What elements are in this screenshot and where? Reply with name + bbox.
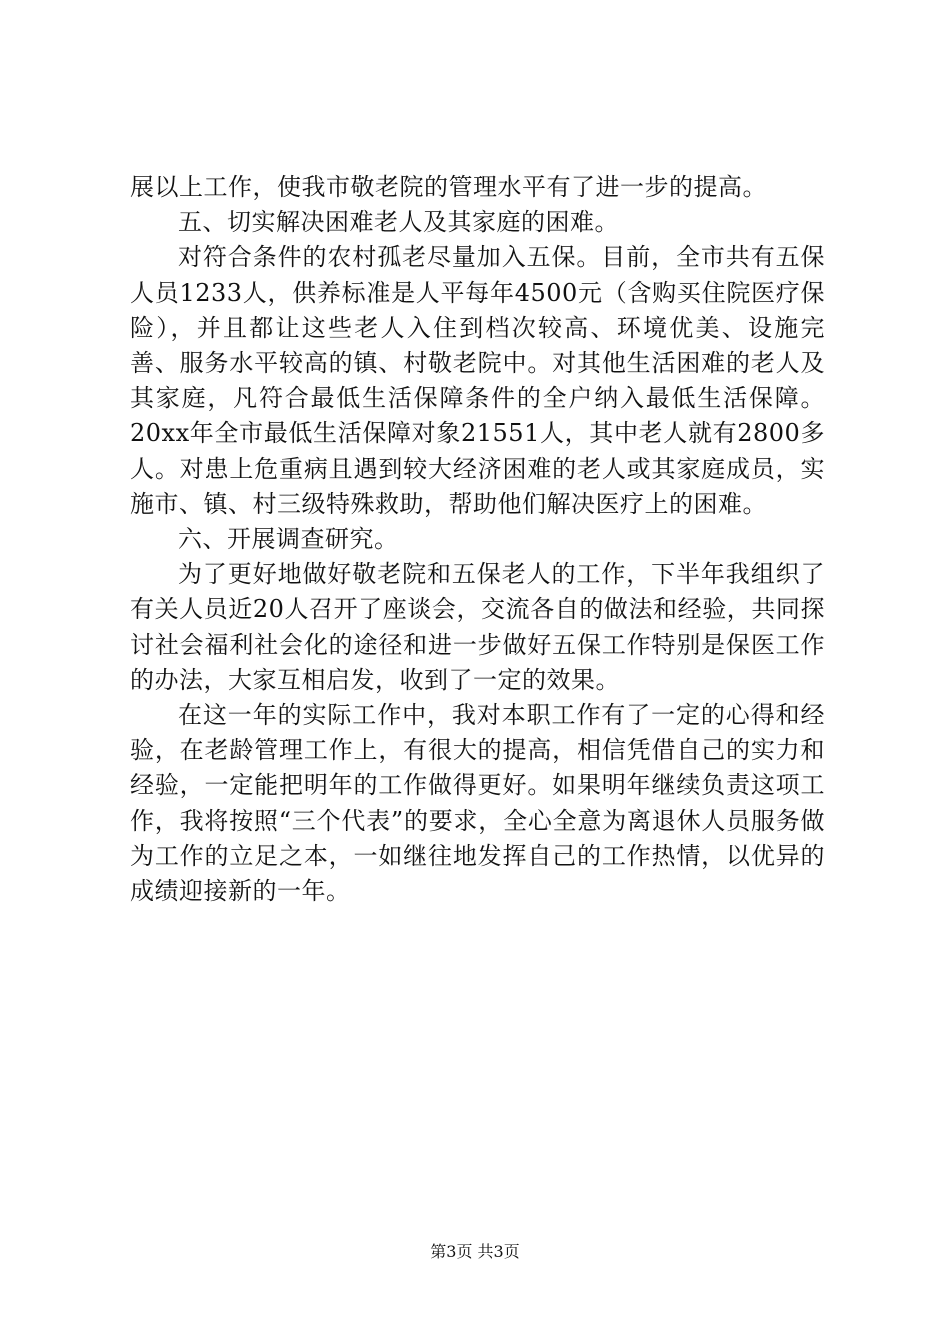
paragraph-five-content: 对符合条件的农村孤老尽量加入五保。目前，全市共有五保人员1233人，供养标准是人平每年4500元（含购买住院医疗保险），并且都让这些老人入住到档次较高、环境优美、设施完善、服务水平较高的镇、村敬老院中。对其他生活困难的老人及其家庭，凡符合最低生活保障条件的全户纳入最低生活保障。20xx年全市最低生活保障对象21551人，其中老人就有2800多人。对患上危重病且遇到较大经济困难的老人或其家庭成员，实施市、镇、村三级特殊救助，帮助他们解决医疗上的困难。	[130, 243, 825, 518]
section-heading-five: 五、切实解决困难老人及其家庭的困难。	[178, 208, 619, 237]
paragraph-continuation: 展以上工作，使我市敬老院的管理水平有了进一步的提高。	[130, 173, 767, 201]
section-heading-six: 六、开展调查研究。	[178, 525, 399, 554]
document-body	[130, 170, 825, 909]
paragraph-conclusion: 在这一年的实际工作中，我对本职工作有了一定的心得和经验，在老龄管理工作上，有很大的提高，相信凭借自己的实力和经验，一定能把明年的工作做得更好。如果明年继续负责这项工作，我将按照“三个代表”的要求，全心全意为离退休人员服务做为工作的立足之本，一如继往地发挥自己的工作热情，以优异的成绩迎接新的一年。	[130, 701, 825, 906]
paragraph-six-content: 为了更好地做好敬老院和五保老人的工作，下半年我组织了有关人员近20人召开了座谈会，交流各自的做法和经验，共同探讨社会福利社会化的途径和进一步做好五保工作特别是保医工作的办法，大家互相启发，收到了一定的效果。	[130, 560, 825, 694]
page-footer: 第3页 共3页	[430, 1242, 520, 1261]
